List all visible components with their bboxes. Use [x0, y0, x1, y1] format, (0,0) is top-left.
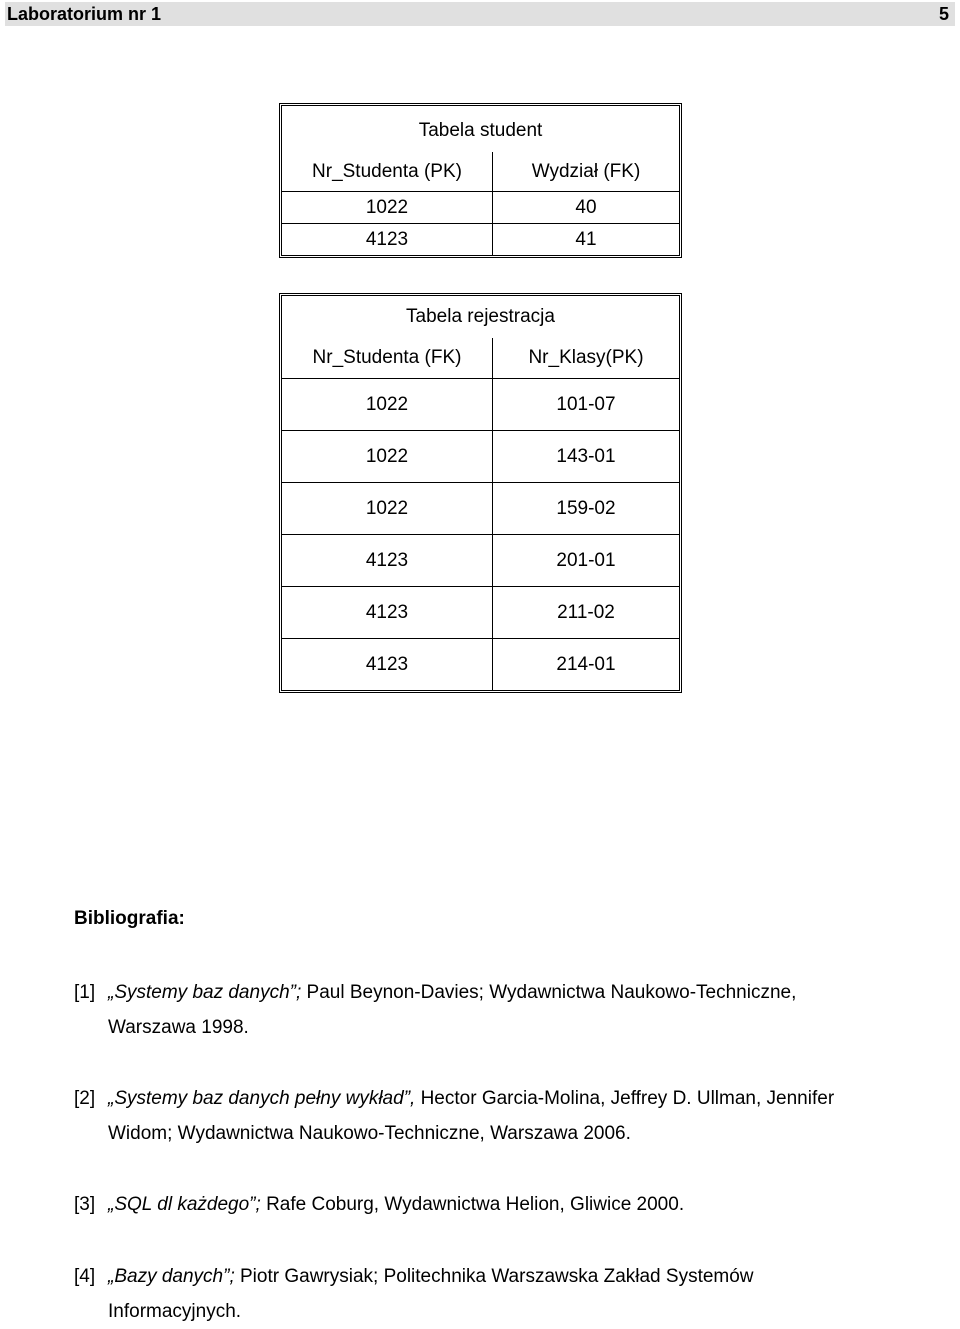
column-header: Nr_Studenta (FK) — [282, 338, 493, 379]
ref-title: „SQL dl każdego”; — [108, 1194, 261, 1215]
table-row — [282, 535, 679, 587]
ref-details: Hector Garcia-Molina, Jeffrey D. Ullman, Jennifer — [415, 1088, 835, 1109]
table-row — [282, 224, 679, 255]
ref-details: Rafe Coburg, Wydawnictwa Helion, Gliwice 2000. — [260, 1194, 685, 1215]
table-cell: 1022 — [282, 483, 493, 535]
table-cell: 1022 — [282, 192, 493, 224]
header-title: Laboratorium nr 1 — [7, 3, 162, 24]
bibliography-entry — [74, 975, 914, 1045]
ref-number: [1] — [74, 982, 96, 1003]
ref-details: Piotr Gawrysiak; Politechnika Warszawska Zakład Systemów — [234, 1266, 754, 1287]
ref-details: Paul Beynon-Davies; Wydawnictwa Naukowo-Techniczne, — [301, 982, 797, 1003]
bibliography-entry — [74, 1259, 914, 1329]
table-cell: 214-01 — [556, 653, 616, 675]
bibliography-entry — [74, 1081, 914, 1151]
table-row — [282, 379, 679, 431]
ref-continuation: Warszawa 1998. — [108, 1017, 249, 1038]
table-cell: 211-02 — [493, 587, 679, 639]
table-row — [282, 431, 679, 483]
ref-title: „Bazy danych”; — [108, 1266, 235, 1287]
column-header: Nr_Klasy(PK) — [493, 338, 679, 379]
ref-continuation: Widom; Wydawnictwa Naukowo-Techniczne, Warszawa 2006. — [108, 1123, 631, 1144]
ref-number: [2] — [74, 1088, 96, 1109]
ref-continuation: Informacyjnych. — [108, 1301, 242, 1322]
table-row — [282, 639, 679, 690]
column-header: Nr_Studenta (PK) — [282, 152, 493, 192]
table-cell: 4123 — [282, 587, 493, 639]
page-number: 5 — [938, 3, 949, 24]
table-cell: 4123 — [282, 639, 493, 690]
table-cell: 41 — [575, 228, 597, 250]
table-rejestracja — [279, 293, 682, 693]
table-cell: 40 — [493, 192, 679, 224]
table-row — [282, 192, 679, 224]
table-cell: 4123 — [282, 224, 493, 255]
table-student — [279, 103, 682, 258]
table-cell: 201-01 — [493, 535, 679, 587]
bibliography-entry — [74, 1187, 914, 1222]
bibliography-title: Bibliografia: — [74, 908, 185, 929]
table-cell: 1022 — [282, 431, 493, 483]
ref-title: „Systemy baz danych pełny wykład”, — [108, 1088, 416, 1109]
ref-number: [3] — [74, 1194, 96, 1215]
ref-number: [4] — [74, 1266, 96, 1287]
column-header: Wydział (FK) — [493, 152, 679, 192]
table-cell: 1022 — [282, 379, 493, 431]
table-cell: 159-02 — [493, 483, 679, 535]
table-caption: Tabela student — [418, 120, 543, 141]
ref-title: „Systemy baz danych”; — [108, 982, 302, 1003]
table-cell: 101-07 — [493, 379, 679, 431]
table-cell: 4123 — [282, 535, 493, 587]
table-row — [282, 587, 679, 639]
table-caption: Tabela rejestracja — [406, 306, 555, 327]
page-header — [5, 2, 955, 26]
table-cell: 143-01 — [493, 431, 679, 483]
table-row — [282, 483, 679, 535]
